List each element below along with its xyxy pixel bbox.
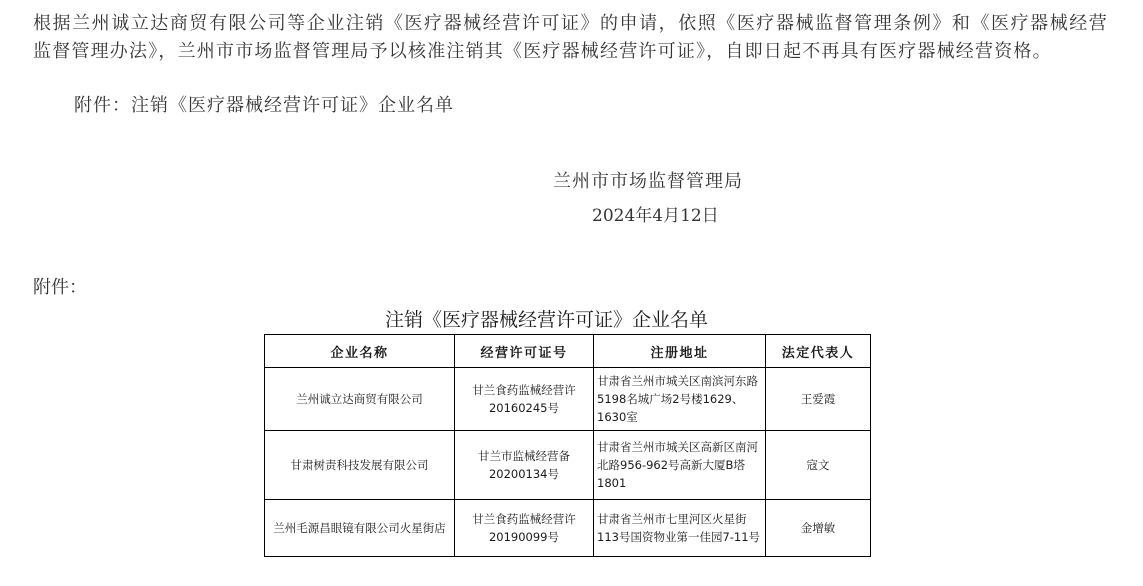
table-row xyxy=(265,368,871,431)
attachment-heading: 附件： xyxy=(33,277,87,298)
table-row xyxy=(265,500,871,557)
company-name-cell: 兰州毛源昌眼镜有限公司火星街店 xyxy=(265,500,455,557)
column-header-address: 注册地址 xyxy=(594,335,766,368)
legal-representative-cell: 寇文 xyxy=(766,431,871,500)
license-number-cell: 甘兰食药监械经营许20190099号 xyxy=(455,500,594,557)
notice-body: 根据兰州诚立达商贸有限公司等企业注销《医疗器械经营许可证》的申请，依照《医疗器械监督管理条例》和《医疗器械经营监督管理办法》，兰州市市场监督管理局予以核准注销其《医疗器械经营许可证》，自即日起不再具有医疗器械经营资格。 xyxy=(33,13,1108,62)
registered-address-cell: 甘肃省兰州市城关区高新区南河北路956-962号高新大厦B塔1801 xyxy=(594,431,766,500)
column-header-company: 企业名称 xyxy=(265,335,455,368)
cancelled-companies-table xyxy=(264,334,871,557)
table-row xyxy=(265,431,871,500)
table-header-row xyxy=(265,335,871,368)
attachment-reference: 附件：注销《医疗器械经营许可证》企业名单 xyxy=(74,95,454,116)
table-title: 注销《医疗器械经营许可证》企业名单 xyxy=(385,309,709,331)
license-number-cell: 甘兰市监械经营备20200134号 xyxy=(455,431,594,500)
column-header-representative: 法定代表人 xyxy=(766,335,871,368)
company-name-cell: 兰州诚立达商贸有限公司 xyxy=(265,368,455,431)
legal-representative-cell: 王爱霞 xyxy=(766,368,871,431)
signing-organization: 兰州市市场监督管理局 xyxy=(553,171,743,192)
registered-address-cell: 甘肃省兰州市七里河区火星街113号国资物业第一佳园7-11号 xyxy=(594,500,766,557)
signing-date: 2024年4月12日 xyxy=(592,206,719,226)
company-name-cell: 甘肃树责科技发展有限公司 xyxy=(265,431,455,500)
legal-representative-cell: 金增敏 xyxy=(766,500,871,557)
column-header-license: 经营许可证号 xyxy=(455,335,594,368)
registered-address-cell: 甘肃省兰州市城关区南滨河东路5198名城广场2号楼1629、1630室 xyxy=(594,368,766,431)
license-number-cell: 甘兰食药监械经营许20160245号 xyxy=(455,368,594,431)
